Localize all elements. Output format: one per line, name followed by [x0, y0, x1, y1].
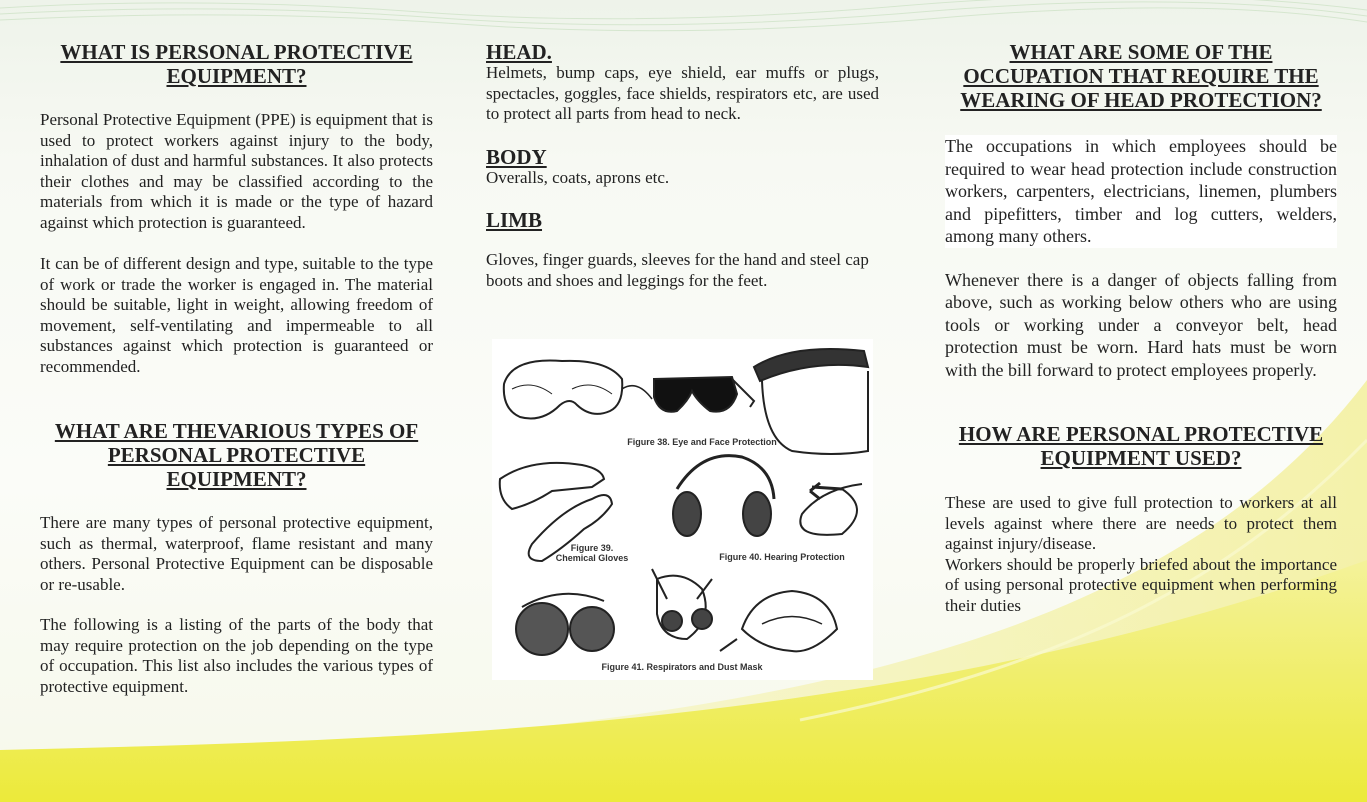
earmuffs-icon: [673, 456, 774, 536]
earplugs-icon: [800, 483, 862, 535]
figure-39-caption-line1: Figure 39.: [570, 543, 614, 553]
ppe-illustration-figure: [492, 339, 873, 680]
worker-briefing-paragraph: Workers should be properly briefed about the importance of using personal protective equipment when performing their duties: [945, 554, 1337, 615]
middle-column: [486, 40, 879, 291]
head-section-title: HEAD.: [486, 40, 552, 64]
right-column: [945, 40, 1337, 616]
figure-41-caption: Figure 41. Respirators and Dust Mask: [601, 662, 763, 672]
dust-mask-icon: [720, 591, 837, 651]
limb-section-title: LIMB: [486, 208, 543, 232]
how-ppe-used-heading: HOW ARE PERSONAL PROTECTIVE EQUIPMENT USED?: [958, 422, 1324, 470]
left-column: [40, 40, 433, 697]
head-protection-occupations-heading: WHAT ARE SOME OF THE OCCUPATION THAT REQUIRE THE WEARING OF HEAD PROTECTION?: [960, 40, 1322, 112]
ppe-usage-paragraph: These are used to give full protection to workers at all levels against where there are needs to protect them against injury/disease.: [945, 493, 1337, 553]
body-section-text: Overalls, coats, aprons etc.: [486, 167, 670, 187]
ppe-types-paragraph: There are many types of personal protective equipment, such as thermal, waterproof, flame resistant and many others. Personal Protective Equipment can be disposable or re-usable.: [40, 513, 433, 594]
limb-section-text: Gloves, finger guards, sleeves for the hand and steel cap boots and shoes and leggings for the feet.: [486, 250, 869, 290]
goggles-icon: [504, 360, 652, 418]
head-section-text: Helmets, bump caps, eye shield, ear muffs or plugs, spectacles, goggles, face shields, respirators etc, are used to protect all parts from head to neck.: [486, 63, 879, 123]
body-section-title: BODY: [486, 144, 547, 169]
half-mask-respirator-icon: [652, 569, 712, 639]
safety-glasses-icon: [654, 377, 754, 412]
ppe-types-heading: WHAT ARE THEVARIOUS TYPES OF PERSONAL PROTECTIVE EQUIPMENT?: [54, 419, 419, 491]
ppe-definition-paragraph: Personal Protective Equipment (PPE) is equipment that is used to protect workers against injury to the body, inhalation of dust and harmful substances. It also protects their clothes and may be classified according to the materials from which it is made or the type of hazard against which protection is guaranteed.: [40, 110, 433, 232]
figure-40-caption: Figure 40. Hearing Protection: [719, 552, 845, 562]
ppe-line-drawings: [492, 339, 873, 680]
figure-39-caption-line2: Chemical Gloves: [555, 553, 629, 563]
respirator-icon: [516, 594, 614, 655]
what-is-ppe-heading: WHAT IS PERSONAL PROTECTIVE EQUIPMENT?: [60, 40, 413, 88]
body-parts-listing-paragraph: The following is a listing of the parts of the body that may require protection on the job depending on the type of occupation. This list also includes the various types of protective equipment.: [40, 615, 433, 696]
occupations-paragraph: The occupations in which employees should be required to wear head protection include construction workers, carpenters, electricians, linemen, plumbers and pipefitters, timber and log cutters, welders, among many others.: [945, 136, 1337, 246]
falling-objects-paragraph: Whenever there is a danger of objects falling from above, such as working below others who are using tools or working under a conveyor belt, head protection must be worn. Hard hats must be worn with the bill forward to protect employees properly.: [945, 269, 1337, 380]
ppe-design-paragraph: It can be of different design and type, suitable to the type of work or trade the worker is engaged in. The material should be suitable, light in weight, allowing freedom of movement, self-ventilating and impermeable to all substances against which protection is guaranteed or recommended.: [40, 254, 433, 376]
figure-38-caption: Figure 38. Eye and Face Protection: [627, 437, 777, 447]
